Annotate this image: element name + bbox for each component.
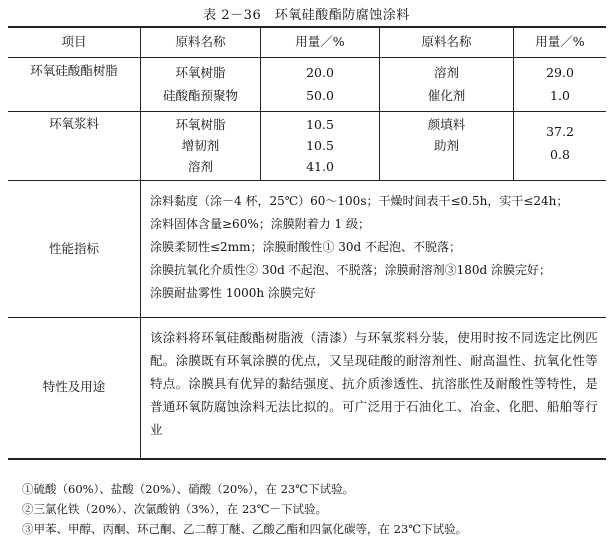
row1-left-material: 环氧树脂 bbox=[175, 65, 226, 80]
header-project: 项目 bbox=[61, 34, 87, 49]
table-top-rule bbox=[8, 26, 606, 28]
row2-right-amount: 37.2 bbox=[546, 124, 574, 139]
table-bottom-rule bbox=[8, 458, 606, 460]
footnote: ②三氯化铁（20%）、次氯酸钠（3%），在 23℃－下试验。 bbox=[22, 502, 327, 516]
row2-left-amount: 41.0 bbox=[306, 159, 334, 174]
row2-left-amount: 10.5 bbox=[306, 117, 334, 132]
row1-right-amount: 1.0 bbox=[550, 88, 570, 103]
row1-right-material: 催化剂 bbox=[427, 88, 466, 103]
row2-left-material: 溶剂 bbox=[187, 159, 213, 174]
row2-right-material: 助剂 bbox=[433, 138, 459, 153]
performance-line: 涂料固体含量≥60%；涂膜附着力 1 级； bbox=[150, 217, 370, 231]
performance-line: 涂料黏度（涂－4 杯，25℃）60～100s；干燥时间表干≤0.5h，实干≤24h； bbox=[150, 194, 569, 208]
footnote: ③甲苯、甲醇、丙酮、环己酮、乙二醇丁醚、乙酸乙酯和四氯化碳等，在 23℃下试验。 bbox=[22, 522, 468, 536]
performance-line: 涂膜耐盐雾性 1000h 涂膜完好 bbox=[150, 286, 316, 300]
row1-left-amount: 20.0 bbox=[306, 65, 334, 80]
header-rule bbox=[8, 57, 606, 58]
row-project-silicate-resin: 环氧硅酸酯树脂 bbox=[30, 63, 118, 78]
row-project-usage: 特性及用途 bbox=[42, 379, 106, 394]
row1-left-amount: 50.0 bbox=[306, 88, 334, 103]
row2-right-material: 颜填料 bbox=[427, 117, 466, 132]
row-rule-2 bbox=[8, 180, 606, 181]
row2-left-amount: 10.5 bbox=[306, 138, 334, 153]
row1-right-amount: 29.0 bbox=[546, 65, 574, 80]
table-caption: 表 2－36 环氧硅酸酯防腐蚀涂料 bbox=[203, 8, 410, 23]
row-project-performance: 性能指标 bbox=[48, 241, 99, 256]
header-material-name-2: 原料名称 bbox=[421, 34, 472, 49]
row2-left-material: 环氧树脂 bbox=[175, 117, 226, 132]
row2-left-material: 增韧剂 bbox=[181, 138, 220, 153]
row-rule-3 bbox=[8, 317, 606, 318]
row2-right-amount: 0.8 bbox=[550, 147, 570, 162]
footnote: ①硫酸（60%）、盐酸（20%）、硝酸（20%），在 23℃下试验。 bbox=[22, 482, 355, 496]
header-material-name-1: 原料名称 bbox=[175, 34, 226, 49]
performance-line: 涂膜柔韧性≤2mm；涂膜耐酸性① 30d 不起泡、不脱落； bbox=[150, 240, 462, 254]
row1-left-material: 硅酸酯预聚物 bbox=[162, 88, 238, 103]
header-amount-2: 用量／% bbox=[535, 34, 585, 49]
header-amount-1: 用量／% bbox=[295, 34, 345, 49]
usage-description: 该涂料将环氧硅酸酯树脂液（清漆）与环氧浆料分装，使用时按不同选定比例匹配。涂膜既有环氧涂膜的优点，又呈现硅酸的耐溶剂性、耐高温性、抗氧化性等特点。涂膜具有优异的黏结强度、抗介质渗透性、抗溶胀性及耐酸性等特性，是普通环氧防腐蚀涂料无法比拟的。可广泛用于石油化工、冶金、化肥、船舶等行业 bbox=[150, 330, 599, 437]
row1-right-material: 溶剂 bbox=[433, 65, 459, 80]
performance-line: 涂膜抗氧化介质性② 30d 不起泡、不脱落；涂膜耐溶剂③180d 涂膜完好； bbox=[150, 263, 551, 277]
row-project-epoxy-slurry: 环氧浆料 bbox=[48, 116, 99, 131]
